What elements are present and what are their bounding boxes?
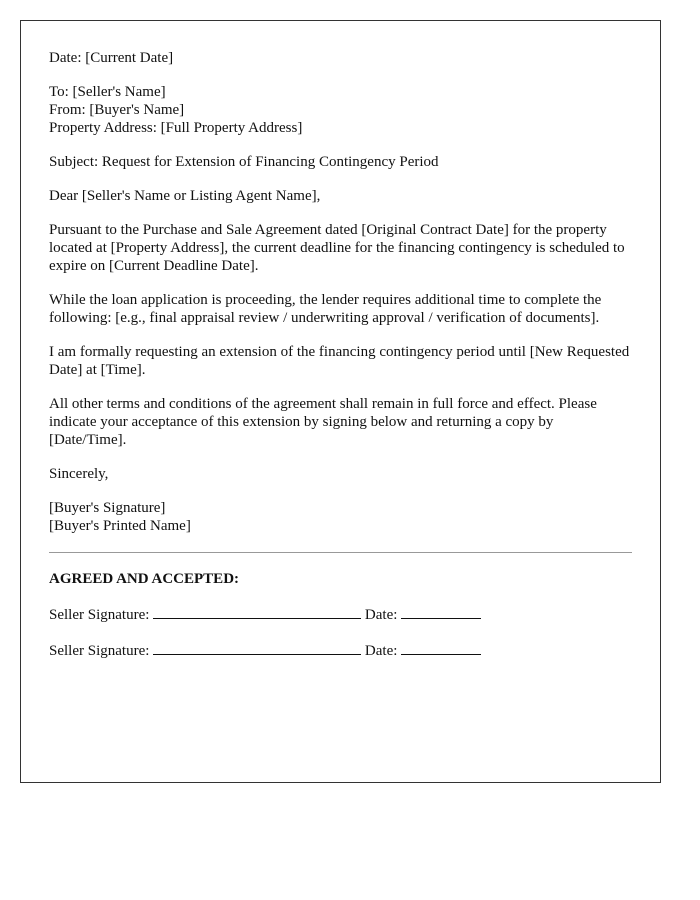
address-block [49,83,632,137]
buyer-signature: [Buyer's Signature] [49,500,166,516]
acceptance-heading: AGREED AND ACCEPTED: [49,571,240,587]
subject-line: Subject: Request for Extension of Financing Contingency Period [49,154,439,170]
date-line: Date: [Current Date] [49,50,174,66]
buyer-printed-name: [Buyer's Printed Name] [49,518,191,534]
salutation: Dear [Seller's Name or Listing Agent Name], [49,188,321,204]
closing: Sincerely, [49,466,109,482]
date-blank [401,640,481,655]
date-blank [401,604,481,619]
date-label: Date: [364,607,398,623]
to-line: To: [Seller's Name] [49,84,166,100]
body-paragraph: Pursuant to the Purchase and Sale Agreement dated [Original Contract Date] for the property located at [Property Address], the current deadline for the financing contingency is scheduled to expire on [Current Deadline Date]. [49,222,625,274]
date-label: Date: [364,643,398,659]
body-paragraph: All other terms and conditions of the agreement shall remain in full force and effect. Please indicate your acceptance of this extension by signing below and returning a copy by [Date/Time]. [49,396,597,448]
property-line: Property Address: [Full Property Address] [49,120,303,136]
seller-signature-row [49,640,632,660]
seller-signature-label: Seller Signature: [49,643,150,659]
signature-blank [153,604,361,619]
seller-signature-label: Seller Signature: [49,607,150,623]
letter-document [20,20,661,783]
seller-signature-row [49,604,632,624]
signature-blank [153,640,361,655]
signature-block [49,499,632,535]
divider [49,552,632,553]
body-paragraph: While the loan application is proceeding, the lender requires additional time to complete the following: [e.g., final appraisal review / underwriting approval / verification of documents]. [49,292,602,326]
from-line: From: [Buyer's Name] [49,102,185,118]
body-paragraph: I am formally requesting an extension of the financing contingency period until [New Requested Date] at [Time]. [49,344,630,378]
